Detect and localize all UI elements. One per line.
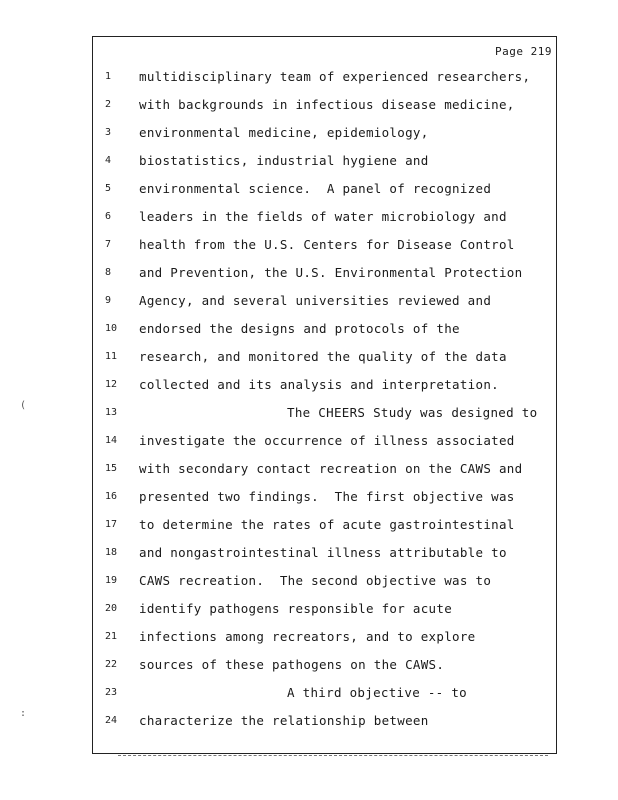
margin-mark: ( — [20, 400, 27, 411]
transcript-line — [93, 347, 556, 367]
transcript-line — [93, 599, 556, 619]
transcript-line — [93, 487, 556, 507]
line-number: 5 — [105, 183, 112, 194]
line-number: 24 — [105, 715, 118, 726]
margin-mark: : — [20, 708, 27, 719]
transcript-line — [93, 403, 556, 423]
line-text: research, and monitored the quality of the data — [139, 349, 507, 364]
line-number: 2 — [105, 99, 112, 110]
line-text: identify pathogens responsible for acute — [139, 601, 453, 616]
footer-rule — [118, 755, 548, 756]
line-number: 10 — [105, 323, 118, 334]
line-number: 18 — [105, 547, 118, 558]
transcript-line — [93, 515, 556, 535]
page-number: Page 219 — [495, 45, 552, 58]
line-number: 11 — [105, 351, 118, 362]
line-text: collected and its analysis and interpretation. — [139, 377, 499, 392]
line-number: 3 — [105, 127, 112, 138]
line-text: investigate the occurrence of illness associated — [139, 433, 515, 448]
transcript-line — [93, 151, 556, 171]
line-number: 14 — [105, 435, 118, 446]
line-text: presented two findings. The first objective was — [139, 489, 515, 504]
transcript-line — [93, 431, 556, 451]
line-number: 8 — [105, 267, 112, 278]
transcript-line — [93, 711, 556, 731]
transcript-line — [93, 459, 556, 479]
line-number: 13 — [105, 407, 118, 418]
line-number: 23 — [105, 687, 118, 698]
line-number: 15 — [105, 463, 118, 474]
line-number: 4 — [105, 155, 112, 166]
transcript-line — [93, 683, 556, 703]
line-text: Agency, and several universities reviewed and — [139, 293, 492, 308]
line-text: leaders in the fields of water microbiology and — [139, 209, 507, 224]
transcript-line — [93, 571, 556, 591]
line-number: 12 — [105, 379, 118, 390]
transcript-line — [93, 375, 556, 395]
transcript-line — [93, 627, 556, 647]
transcript-line — [93, 235, 556, 255]
transcript-line — [93, 543, 556, 563]
line-number: 21 — [105, 631, 118, 642]
line-number: 20 — [105, 603, 118, 614]
line-text: with secondary contact recreation on the CAWS and — [139, 461, 523, 476]
line-text: sources of these pathogens on the CAWS. — [139, 657, 445, 672]
line-text: The CHEERS Study was designed to — [287, 405, 538, 420]
transcript-line — [93, 263, 556, 283]
transcript-page-frame — [92, 36, 557, 754]
transcript-line — [93, 655, 556, 675]
line-number: 22 — [105, 659, 118, 670]
transcript-line — [93, 123, 556, 143]
transcript-line — [93, 207, 556, 227]
line-text: A third objective -- to — [287, 685, 467, 700]
line-number: 6 — [105, 211, 112, 222]
line-text: characterize the relationship between — [139, 713, 429, 728]
transcript-line — [93, 291, 556, 311]
transcript-line — [93, 319, 556, 339]
line-text: with backgrounds in infectious disease medicine, — [139, 97, 515, 112]
line-text: multidisciplinary team of experienced researchers, — [139, 69, 531, 84]
line-text: and Prevention, the U.S. Environmental Protection — [139, 265, 523, 280]
transcript-line — [93, 179, 556, 199]
line-text: environmental science. A panel of recognized — [139, 181, 492, 196]
line-number: 9 — [105, 295, 112, 306]
transcript-line — [93, 95, 556, 115]
line-text: and nongastrointestinal illness attributable to — [139, 545, 507, 560]
line-text: endorsed the designs and protocols of the — [139, 321, 460, 336]
line-number: 19 — [105, 575, 118, 586]
line-text: CAWS recreation. The second objective was to — [139, 573, 492, 588]
line-number: 17 — [105, 519, 118, 530]
line-number: 1 — [105, 71, 112, 82]
line-text: to determine the rates of acute gastrointestinal — [139, 517, 515, 532]
line-text: health from the U.S. Centers for Disease Control — [139, 237, 515, 252]
line-text: environmental medicine, epidemiology, — [139, 125, 429, 140]
transcript-line — [93, 67, 556, 87]
line-text: infections among recreators, and to explore — [139, 629, 476, 644]
line-number: 16 — [105, 491, 118, 502]
line-text: biostatistics, industrial hygiene and — [139, 153, 429, 168]
line-number: 7 — [105, 239, 112, 250]
